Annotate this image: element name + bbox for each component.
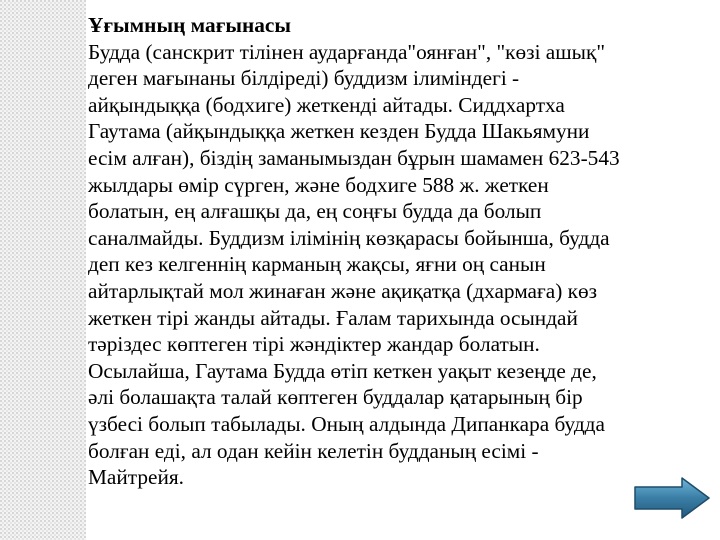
body-line: әлі болашақта талай көптеген буддалар қатарының бір <box>88 385 583 410</box>
slide-content <box>88 12 706 491</box>
body-line: Осылайша, Гаутама Будда өтіп кеткен уақыт кезеңде де, <box>88 358 597 383</box>
arrow-right-icon[interactable] <box>635 478 709 518</box>
body-line: тәріздес көптеген тірі жәндіктер жандар болатын. <box>88 332 540 357</box>
body-line: есім алған), біздің заманымыздан бұрын шамамен 623-543 <box>88 145 620 170</box>
body-line: болған еді, ал одан кейін келетін будданың есімі - <box>88 438 539 463</box>
body-line: жылдары өмір сүрген, және бодхиге 588 ж. жеткен <box>88 172 549 197</box>
slide-title: Ұғымның мағынасы <box>88 13 291 37</box>
body-line: Гаутама (айқындыққа жеткен кезден Будда Шакьямуни <box>88 119 590 144</box>
body-line: саналмайды. Буддизм ілімінің көзқарасы бойынша, будда <box>88 225 610 250</box>
dotted-texture-strip <box>0 0 86 540</box>
body-line: деген мағынаны білдіреді) буддизм ілиміндегі - <box>88 66 520 91</box>
body-line: болатын, ең алғашқы да, ең соңғы будда да болып <box>88 199 542 224</box>
body-line: айқындыққа (бодхиге) жеткенді айтады. Сиддхартха <box>88 92 565 117</box>
body-line: айтарлықтай мол жинаған және ақиқатқа (дхармаға) көз <box>88 278 598 303</box>
body-line: Будда (санскрит тілінен аударғанда"оянған", "көзі ашық" <box>88 39 606 64</box>
body-line: үзбесі болып табылады. Оның алдында Дипанкара будда <box>88 411 605 436</box>
body-line: деп кез келгеннің карманың жақсы, яғни оң санын <box>88 252 546 277</box>
body-line: жеткен тірі жанды айтады. Ғалам тарихында осындай <box>88 305 578 330</box>
body-line: Майтрейя. <box>88 465 184 490</box>
next-slide-button[interactable] <box>632 476 712 520</box>
